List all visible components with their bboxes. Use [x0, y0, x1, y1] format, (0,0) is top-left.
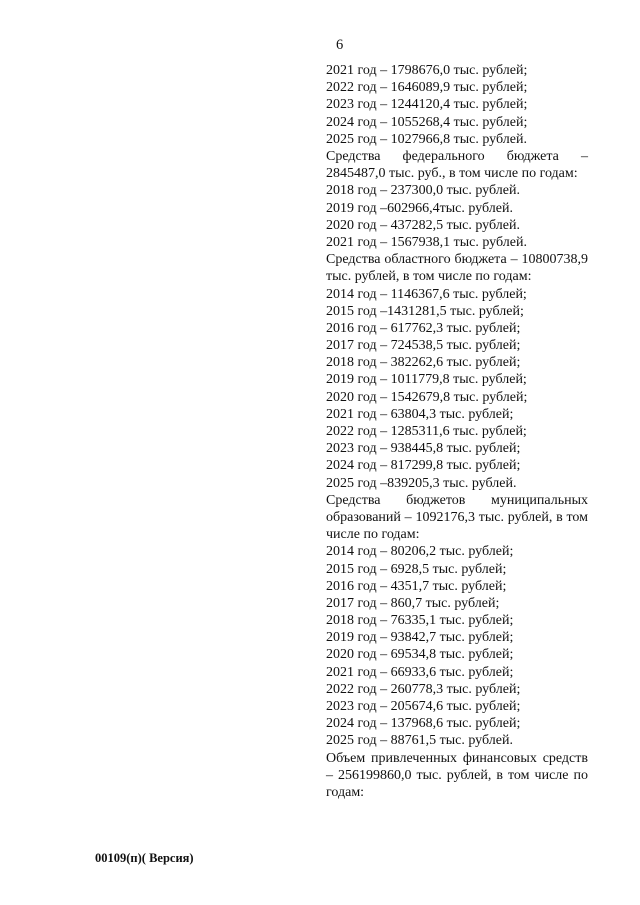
list-item: 2023 год – 938445,8 тыс. рублей;: [326, 441, 521, 457]
list-item: 2016 год – 617762,3 тыс. рублей;: [326, 320, 521, 336]
list-item: 2021 год – 1567938,1 тыс. рублей.: [326, 234, 527, 250]
list-item: 2020 год – 1542679,8 тыс. рублей;: [326, 389, 528, 405]
list-item: 2022 год – 1285311,6 тыс. рублей;: [326, 424, 527, 439]
municipal-budget-heading: Средства бюджетов муниципальных образований – 1092176,3 тыс. рублей, в том числе по годам:: [326, 492, 588, 543]
list-item: 2017 год – 724538,5 тыс. рублей;: [326, 338, 521, 354]
regional-budget-heading: Средства областного бюджета – 10800738,9 тыс. рублей, в том числе по годам:: [326, 252, 588, 285]
municipal-budget-list: [326, 543, 588, 749]
list-item: 2025 год –839205,3 тыс. рублей.: [326, 475, 517, 491]
list-item: 2019 год – 93842,7 тыс. рублей;: [326, 630, 514, 646]
list-item: 2018 год – 76335,1 тыс. рублей;: [326, 613, 514, 629]
list-item: 2025 год – 88761,5 тыс. рублей.: [326, 733, 513, 749]
list-item: 2022 год – 1646089,9 тыс. рублей;: [326, 80, 528, 96]
list-item: 2024 год – 137968,6 тыс. рублей;: [326, 716, 521, 732]
block1-list: [326, 62, 588, 148]
list-item: 2018 год – 382262,6 тыс. рублей;: [326, 355, 521, 371]
list-item: 2019 год –602966,4тыс. рублей.: [326, 200, 513, 216]
list-item: 2014 год – 1146367,6 тыс. рублей;: [326, 286, 527, 302]
list-item: 2022 год – 260778,3 тыс. рублей;: [326, 681, 521, 697]
list-item: 2025 год – 1027966,8 тыс. рублей.: [326, 131, 527, 147]
list-item: 2023 год – 1244120,4 тыс. рублей;: [326, 97, 528, 113]
federal-budget-list: [326, 182, 588, 251]
list-item: 2017 год – 860,7 тыс. рублей;: [326, 595, 500, 611]
list-item: 2024 год – 1055268,4 тыс. рублей;: [326, 114, 528, 130]
list-item: 2024 год – 817299,8 тыс. рублей;: [326, 458, 521, 474]
list-item: 2018 год – 237300,0 тыс. рублей.: [326, 183, 520, 199]
list-item: 2015 год – 6928,5 тыс. рублей;: [326, 561, 507, 577]
federal-budget-heading: Средства федерального бюджета – 2845487,0 тыс. руб., в том числе по годам:: [326, 148, 588, 182]
regional-budget-list: [326, 286, 588, 492]
list-item: 2021 год – 66933,6 тыс. рублей;: [326, 664, 514, 680]
list-item: 2023 год – 205674,6 тыс. рублей;: [326, 699, 521, 715]
list-item: 2016 год – 4351,7 тыс. рублей;: [326, 578, 507, 594]
document-version-footer: 00109(п)( Версия): [95, 851, 194, 865]
document-body: [326, 62, 588, 801]
list-item: 2020 год – 437282,5 тыс. рублей.: [326, 217, 520, 233]
list-item: 2014 год – 80206,2 тыс. рублей;: [326, 544, 514, 560]
attracted-funds-heading: Объем привлеченных финансовых средств – 256199860,0 тыс. рублей, в том числе по годам:: [326, 750, 588, 801]
list-item: 2019 год – 1011779,8 тыс. рублей;: [326, 372, 527, 388]
page-number: 6: [336, 37, 344, 53]
list-item: 2020 год – 69534,8 тыс. рублей;: [326, 647, 514, 663]
list-item: 2021 год – 1798676,0 тыс. рублей;: [326, 63, 528, 78]
list-item: 2021 год – 63804,3 тыс. рублей;: [326, 406, 514, 422]
list-item: 2015 год –1431281,5 тыс. рублей;: [326, 303, 524, 319]
